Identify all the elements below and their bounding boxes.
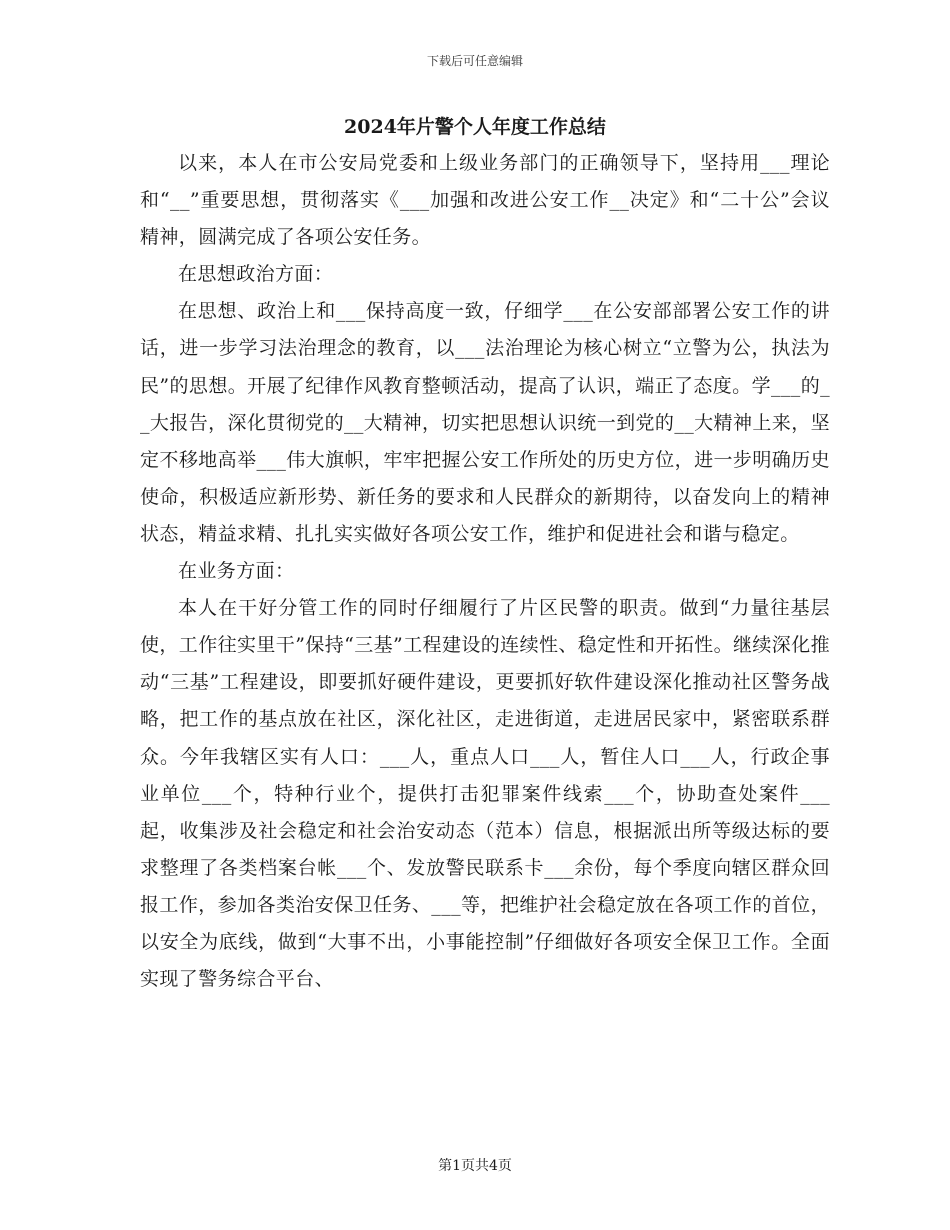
document-body — [140, 145, 830, 998]
section-heading-business: 在业务方面： — [178, 560, 295, 583]
section-heading-politics: 在思想政治方面： — [178, 263, 334, 286]
page-header-note: 下载后可任意编辑 — [426, 54, 523, 68]
paragraph-politics: 在思想、政治上和___保持高度一致，仔细学___在公安部部署公安工作的讲话，进一步学习法治理念的教育，以___法治理论为核心树立“立警为公，执法为民”的思想。开展了纪律作风教育整顿活动，提高了认识，端正了态度。学___的__大报告，深化贯彻党的__大精神，切实把思想认识统一到党的__大精神上来，坚定不移地高举___伟大旗帜，牢牢把握公安工作所处的历史方位，进一步明确历史使命，积极适应新形势、新任务的要求和人民群众的新期待，以奋发向上的精神状态，精益求精、扎扎实实做好各项公安工作，维护和促进社会和谐与稳定。 — [140, 300, 830, 545]
page-number: 第1页共4页 — [438, 1158, 512, 1174]
document-title: 2024年片警个人年度工作总结 — [344, 116, 606, 138]
paragraph-intro: 以来，本人在市公安局党委和上级业务部门的正确领导下，坚持用___理论和“__”重要思想，贯彻落实《___加强和改进公安工作__决定》和“二十公”会议精神，圆满完成了各项公安任务。 — [140, 152, 830, 249]
paragraph-business: 本人在干好分管工作的同时仔细履行了片区民警的职责。做到“力量往基层使，工作往实里干”保持“三基”工程建设的连续性、稳定性和开拓性。继续深化推动“三基”工程建设，即要抓好硬件建设，更要抓好软件建设深化推动社区警务战略，把工作的基点放在社区，深化社区，走进街道，走进居民家中，紧密联系群众。今年我辖区实有人口：___人，重点人口___人，暂住人口___人，行政企事业单位___个，特种行业个，提供打击犯罪案件线索___个，协助查处案件___起，收集涉及社会稳定和社会治安动态（范本）信息，根据派出所等级达标的要求整理了各类档案台帐___个、发放警民联系卡___余份，每个季度向辖区群众回报工作，参加各类治安保卫任务、___等，把维护社会稳定放在各项工作的首位，以安全为底线，做到“大事不出，小事能控制”仔细做好各项安全保卫工作。全面实现了警务综合平台、 — [140, 597, 830, 991]
